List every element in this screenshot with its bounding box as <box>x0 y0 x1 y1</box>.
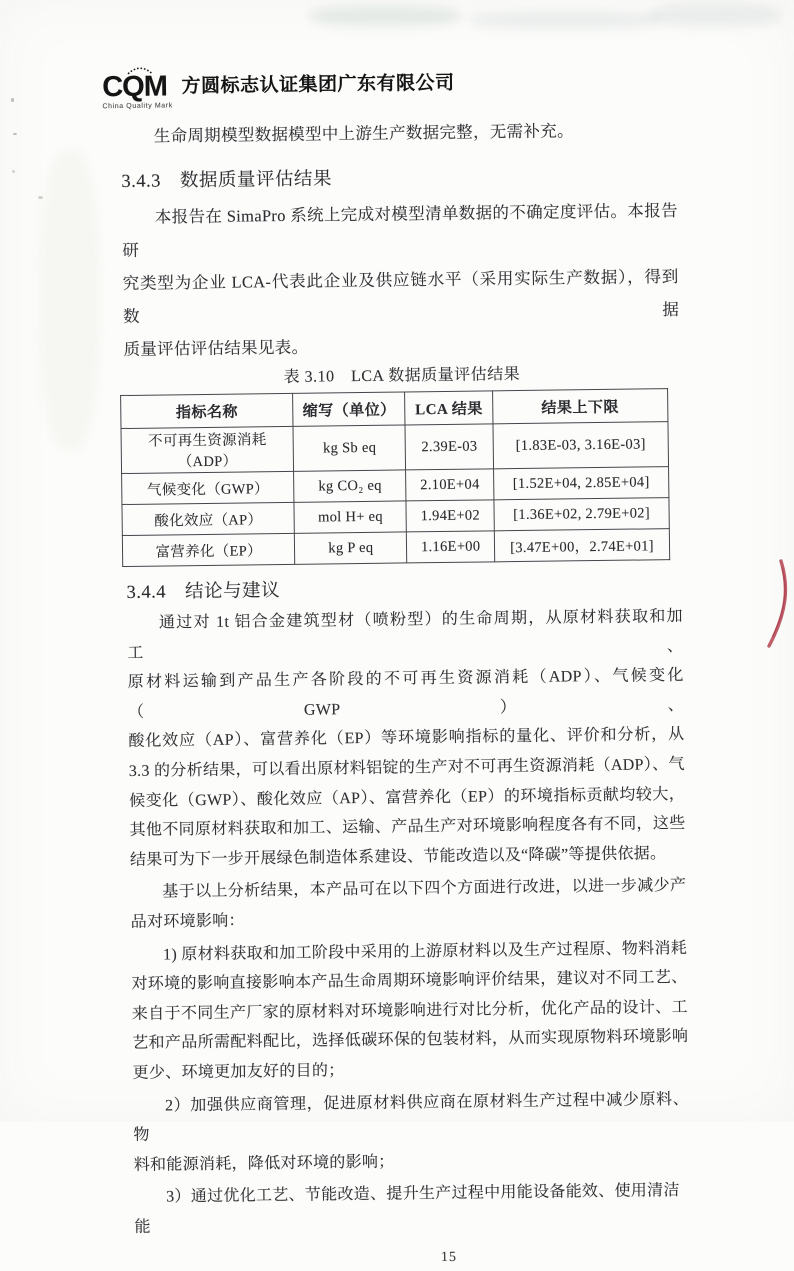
table-cell: [1.36E+02, 2.79E+02] <box>494 498 669 531</box>
text-line: 本报告在 SimaPro 系统上完成对模型清单数据的不确定度评估。本报告研 <box>122 201 678 260</box>
text-line: 候变化（GWP）、酸化效应（AP）、富营养化（EP）的环境指标贡献均较大， <box>129 785 686 810</box>
table-header-cell: 指标名称 <box>121 393 294 428</box>
bleedthrough-smudge <box>40 150 100 450</box>
section-343-paragraph <box>122 194 680 366</box>
scan-speck <box>38 196 43 199</box>
section-heading-344: 3.4.4 结论与建议 <box>126 581 281 603</box>
suggestion-item-1 <box>131 933 689 1088</box>
table-caption: 表 3.10 LCA 数据质量评估结果 <box>283 365 521 386</box>
text-line: 对环境的影响直接影响本产品生命周期环境影响评价结果，建议对不同工艺、 <box>131 969 688 994</box>
cqm-logo <box>102 72 173 110</box>
bleedthrough-smudge <box>650 4 780 26</box>
scan-speck <box>11 98 14 102</box>
table-cell: 2.39E-03 <box>405 424 493 470</box>
table-cell: [3.47E+00，2.74E+01] <box>494 529 669 562</box>
table-cell: 不可再生资源消耗（ADP） <box>121 426 294 473</box>
table-cell: kg Sb eq <box>293 425 406 471</box>
page-number: 15 <box>440 1250 458 1266</box>
text-line: 原材料运输到产品生产各阶段的不可再生资源消耗（ADP）、气候变化（GWP）、 <box>127 667 685 721</box>
scan-speck <box>12 170 15 173</box>
text-line: 艺和产品所需配料配比，选择低碳环保的包装材料，从而实现原物料环境影响 <box>132 1028 689 1053</box>
table-cell: 2.10E+04 <box>406 469 494 501</box>
text-line: 质量评估评估结果见表。 <box>123 337 309 359</box>
text-line: 来自于不同生产厂家的原材料对环境影响进行对比分析，优化产品的设计、工 <box>131 998 688 1023</box>
table-cell: [1.52E+04, 2.85E+04] <box>493 467 668 500</box>
suggestion-item-3 <box>134 1176 691 1242</box>
text-line: 1) 原材料获取和加工阶段中采用的上游原材料以及生产过程原、物料消耗 <box>163 939 688 964</box>
text-line: 2）加强供应商管理，促进原材料供应商在原材料生产过程中减少原料、物 <box>133 1090 690 1145</box>
intro-paragraph <box>121 113 677 153</box>
logo <box>102 63 676 110</box>
table-cell: mol H+ eq <box>294 501 407 533</box>
table-cell: kg CO₂ eq <box>294 470 407 502</box>
table-header-cell: 结果上下限 <box>492 389 667 424</box>
suggestion-item-2 <box>133 1084 690 1180</box>
table-row <box>122 529 669 567</box>
table-header-cell: 缩写（单位） <box>293 392 406 426</box>
text-line: 品对环境影响： <box>130 912 245 931</box>
table-cell: 酸化效应（AP） <box>122 502 295 535</box>
table-cell: 1.94E+02 <box>406 500 494 532</box>
conclusion-paragraph <box>130 871 687 937</box>
table-cell: 气候变化（GWP） <box>122 471 295 504</box>
table-cell: [1.83E-03, 3.16E-03] <box>493 422 669 469</box>
logo-text: CQM <box>102 70 168 104</box>
text-line: 3）通过优化工艺、节能改造、提升生产过程中用能设备能效、使用清洁能 <box>134 1182 680 1236</box>
text-line: 究类型为企业 LCA-代表此企业及供应链水平（采用实际生产数据），得到数据 <box>122 266 680 326</box>
table-header-cell: LCA 结果 <box>405 391 493 425</box>
red-pen-mark <box>756 554 794 654</box>
page-content <box>102 63 691 1270</box>
section-heading-343: 3.4.3 数据质量评估结果 <box>121 169 333 192</box>
text-line: 基于以上分析结果，本产品可在以下四个方面进行改进，以进一步减少产 <box>162 877 687 901</box>
text-line: 酸化效应（AP）、富营养化（EP）等环境影响指标的量化、评价和分析，从 <box>128 726 685 751</box>
logo-tagline: China Quality Mark <box>102 102 173 111</box>
table-cell: 1.16E+00 <box>407 531 495 563</box>
text-line: 结果可为下一步开展绿色制造体系建设、节能改造以及“降碳”等提供依据。 <box>129 844 667 869</box>
company-name: 方圆标志认证集团广东有限公司 <box>181 72 455 98</box>
table-cell: kg P eq <box>295 532 408 564</box>
conclusion-paragraph <box>127 602 686 875</box>
crown-icon <box>126 66 154 75</box>
text-line: 更少、环境更加友好的目的； <box>132 1062 345 1082</box>
text-line: 通过对 1t 铝合金建筑型材（喷粉型）的生命周期，从原材料获取和加工、 <box>127 607 684 662</box>
table-row <box>121 422 669 474</box>
text-line: 生命周期模型数据模型中上游生产数据完整，无需补充。 <box>153 121 574 146</box>
bleedthrough-smudge <box>310 6 460 26</box>
table-cell: 富营养化（EP） <box>122 533 295 566</box>
text-line: 料和能源消耗，降低对环境的影响； <box>133 1153 395 1174</box>
section-344 <box>126 573 690 1242</box>
scan-speck <box>13 133 17 135</box>
text-line: 其他不同原材料获取和加工、运输、产品生产对环境影响程度各有不同，这些 <box>129 815 686 840</box>
text-line: 3.3 的分析结果，可以看出原材料铝锭的生产对不可再生资源消耗（ADP）、气 <box>128 755 685 780</box>
bleedthrough-smudge <box>470 12 660 28</box>
lca-quality-table <box>120 388 670 567</box>
